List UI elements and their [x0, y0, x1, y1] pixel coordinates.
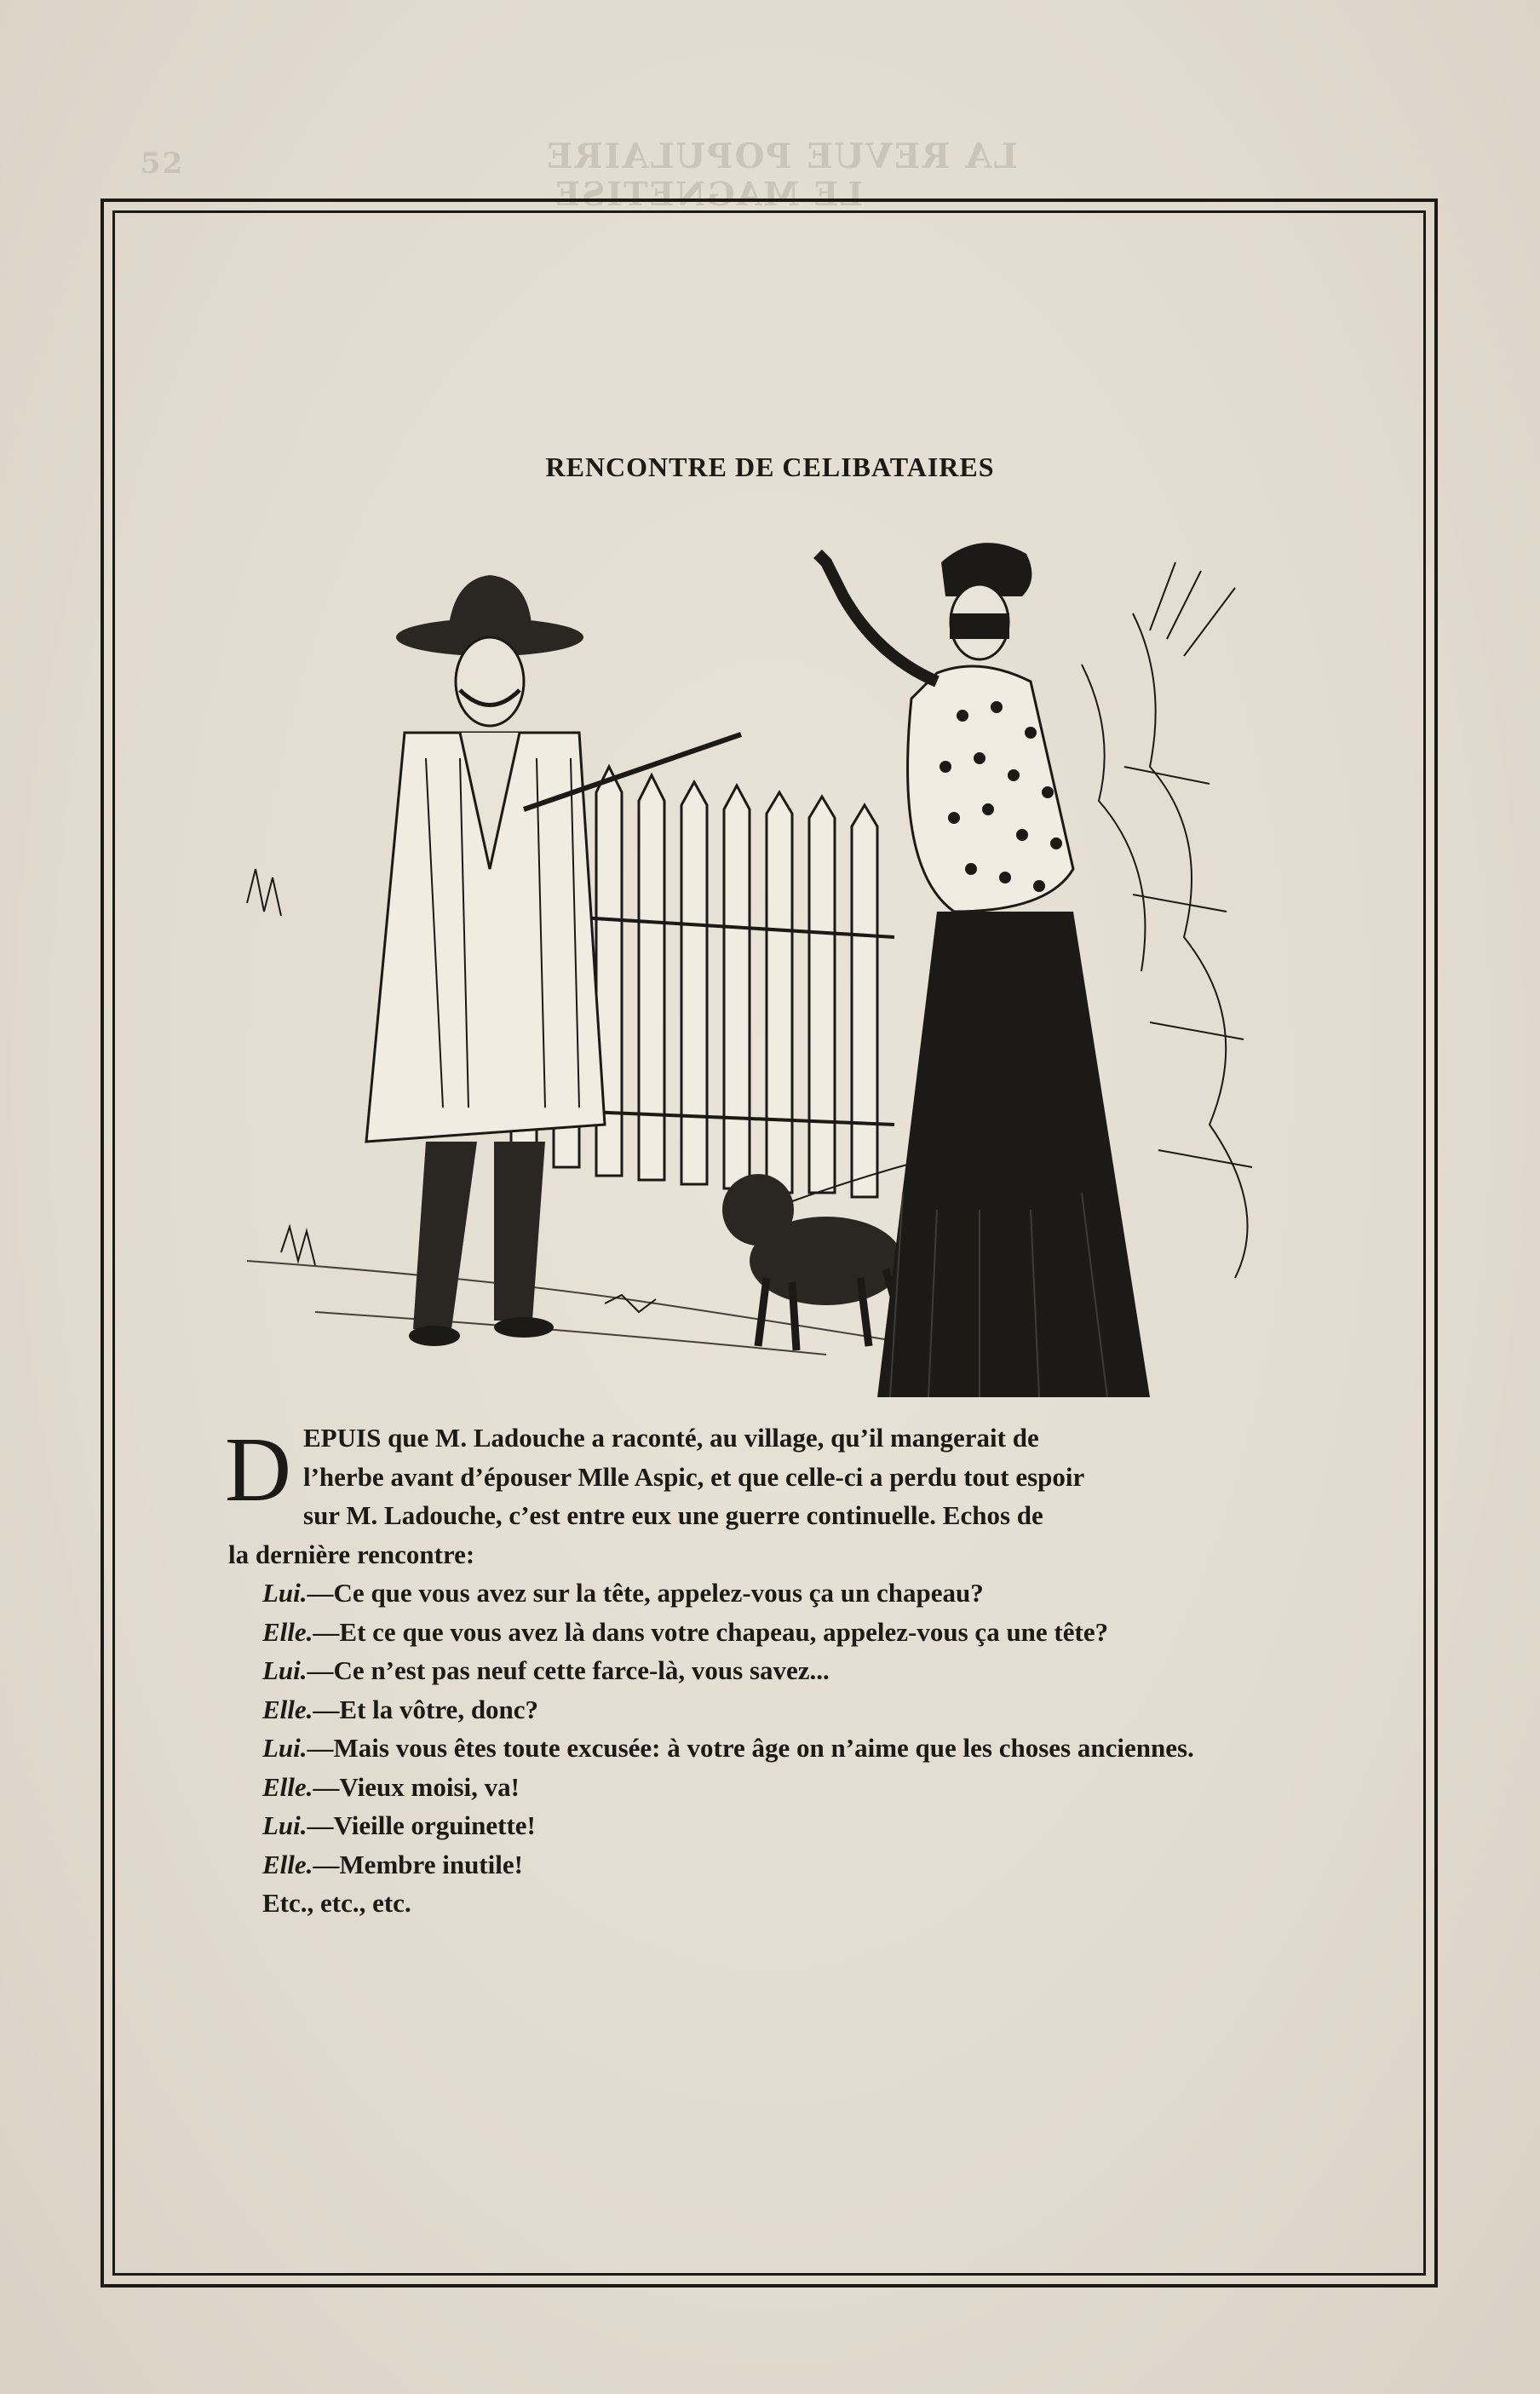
dialogue-line [228, 1768, 1310, 1807]
dialogue-text: —Ce que vous avez sur la tête, appelez-vous ça un chapeau? [307, 1578, 984, 1608]
intro-first-word: EPUIS [303, 1423, 382, 1453]
intro-line-3: sur M. Ladouche, c’est entre eux une guerre continuelle. Echos de [303, 1500, 1043, 1530]
dialogue-line [228, 1613, 1310, 1652]
intro-line-4: la dernière rencontre: [228, 1539, 475, 1569]
dialogue-text: —Vieux moisi, va! [313, 1771, 520, 1802]
dialogue-line [228, 1651, 1310, 1690]
article-title: RENCONTRE DE CELIBATAIRES [545, 452, 995, 482]
dialogue-text: —Et ce que vous avez là dans votre chapeau, appelez-vous ça une tête? [313, 1616, 1109, 1647]
speaker-name: Lui. [262, 1578, 307, 1608]
dialogue-line [228, 1845, 1310, 1885]
dialogue-text: —Et la vôtre, donc? [313, 1694, 539, 1724]
dialogue-text: —Mais vous êtes toute excusée: à votre âge on n’aime que les choses anciennes. [307, 1733, 1194, 1763]
speaker-name: Elle. [262, 1849, 313, 1879]
speaker-name: Elle. [262, 1771, 313, 1802]
article-body [225, 1419, 1310, 1923]
dialogue-text: —Ce n’est pas neuf cette farce-là, vous savez... [307, 1655, 830, 1685]
dialogue-text: —Vieille orguinette! [307, 1810, 536, 1840]
dialogue-line [228, 1729, 1310, 1768]
speaker-name: Lui. [262, 1810, 307, 1840]
bleed-through-header: LA REVUE POPULAIRE [545, 136, 1018, 176]
bleed-through-page-number: 52 [141, 147, 185, 181]
speaker-name: Lui. [262, 1655, 307, 1685]
speaker-name: Elle. [262, 1616, 313, 1647]
drop-cap: D [225, 1419, 291, 1521]
dialogue-text: —Membre inutile! [313, 1849, 523, 1879]
intro-line-1-text: que M. Ladouche a raconté, au village, qu’il mangerait de [381, 1423, 1039, 1453]
closing-line: Etc., etc., etc. [262, 1888, 411, 1918]
dialogue-line [228, 1690, 1310, 1729]
intro-line-1 [228, 1419, 1310, 1458]
dialogue-line [228, 1806, 1310, 1845]
engraving-illustration [230, 511, 1320, 1406]
intro-line-2: l’herbe avant d’épouser Mlle Aspic, et que celle-ci a perdu tout espoir [303, 1461, 1085, 1492]
bleed-through-header-2: LE MAGNETISE [554, 175, 864, 213]
speaker-name: Lui. [262, 1733, 307, 1763]
dialogue-line [228, 1574, 1310, 1613]
speaker-name: Elle. [262, 1694, 313, 1724]
